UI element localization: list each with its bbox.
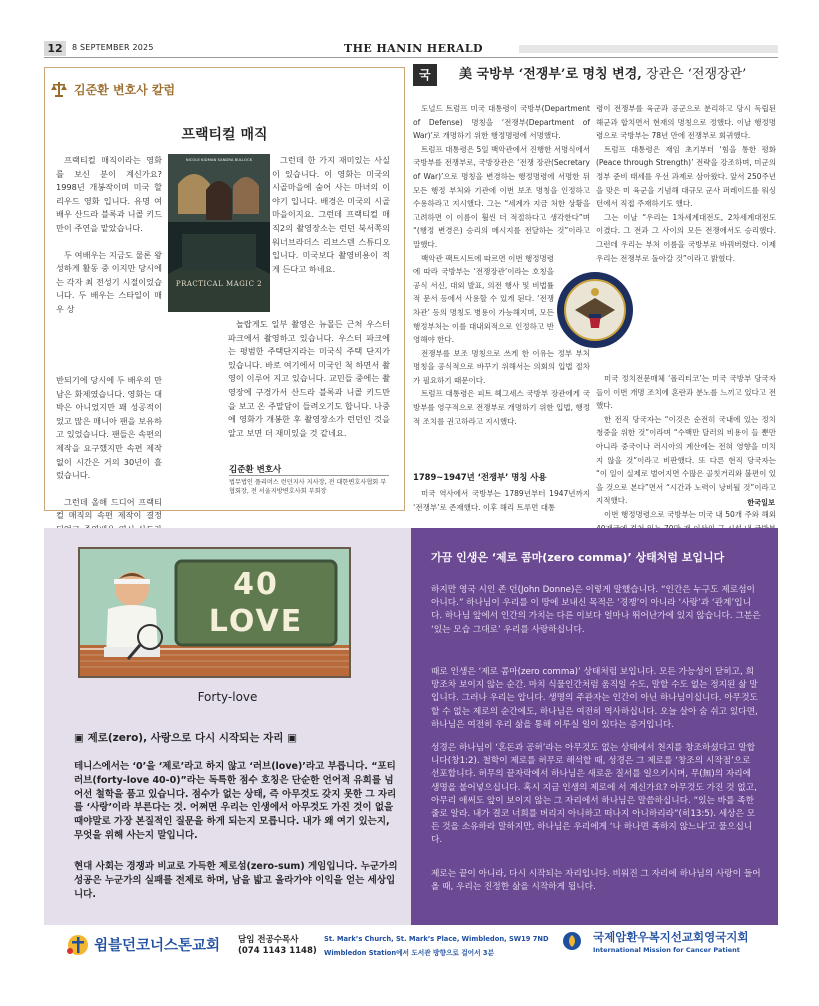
tennis-illustration <box>78 547 351 678</box>
church-address-line-2: Wimbledon Station에서 도서관 방향으로 걸어서 3분 <box>324 949 495 957</box>
news-byline: 한국일보 <box>747 498 775 507</box>
image-caption: Forty-love <box>197 690 258 704</box>
paragraph: 이번 행정명령으로 국방부는 미국 내 50개 주와 해외 <box>604 509 776 519</box>
page-number: 12 <box>44 41 66 56</box>
paragraph: 그런데 한 가지 재미있는 사실이 있습니다. 이 영화는 미국의 시골마을에 숨어 사는 마녀의 이야기 입니다. 배경은 미국의 시골 마을이지요. 그런데 프랙티컬 매직2의 촬영장소는 런던 북서쪽의 워너브라더스 리브스덴 스튜디오 입니다. 미국보다 촬영비용이 적게 든다고 하네요. <box>272 155 390 274</box>
paragraph: 미국 역사에서 국방부는 1789년부터 1947년까지 ‘전쟁부’로 존재했다. 이후 해리 트루먼 대통 <box>413 489 590 512</box>
column-author-label: 김준환 변호사 칼럼 <box>74 83 176 97</box>
paragraph: 령이 전쟁부를 육군과 공군으로 분리하고 당시 독립된 해군과 합치면서 현재의 명칭으로 정했다. 이날 행정명령으로 국방부는 78년 만에 전쟁부로 회귀했다. <box>596 104 776 141</box>
column-title: 프랙티컬 매직 <box>181 127 268 143</box>
devotional-right-paragraph-3: 성경은 하나님이 ‘혼돈과 공허’라는 아무것도 없는 상태에서 천지를 창조하셨다고 말합니다(창1:2). 철학이 제로를 허무로 해석할 때, 성경은 그 제로를 ‘창조의 시작점’으로 선포합니다. 허무의 끝자락에서 하나님은 새로운 질서를 일으키시며, 무(無)의 자리에 생명을 불어넣으십니다. 혹시 지금 인생의 제로에 서 계신가요? 아무것도 가진 것 없고, 아무리 애써도 앞이 보이지 않는 그 자리에서 하나님은 말씀하십니다. “있는 바를 족한 줄로 알라. 내가 결코 너희를 버리지 아니하고 떠나지 아니하리라”(히13:5). 세상은 모든 것을 소유하라 말하지만, 하나님은 우리에게 ‘나 하나면 족하지 않느냐’고 물으십니다. <box>431 743 757 846</box>
church-address-line-1: St. Mark’s Church, St. Mark’s Place, Wimbledon, SW19 7ND <box>324 935 549 943</box>
headline-main: 美 국방부 ‘전쟁부’로 명칭 변경, <box>459 67 642 82</box>
paragraph: 도널드 트럼프 미국 대통령이 국방부(Department of Defense) 명칭을 ‘전쟁부(Department of War)’로 개명하기 위한 행정명령에 서명했다. <box>413 104 590 141</box>
devotional-right-paragraph-1: 하지만 영국 시인 존 던(John Donne)은 이렇게 말했습니다. “인간은 누구도 제로섬이 아니다.” 하나님이 우리를 이 땅에 보내신 목적은 ‘경쟁’이 아니라 ‘사랑’과 ‘관계’입니다. 하나님 앞에서 인간의 가치는 다른 이보다 얼마나 뛰어난가에 있지 않습니다. 그분은 ‘있는 모습 그대로’ 우리를 사랑하십니다. <box>431 585 761 635</box>
paragraph: 백악관 팩트시트에 따르면 이번 행정명령에 따라 국방부는 ‘전쟁장관’이라는 호칭을 공식 서신, 대외 발표, 의전 행사 및 비법률적 문서 등에서 사용할 수 있게 된다. ‘전쟁 차관’ 등의 명칭도 병용이 가능해지며, 모든 행정부처는 이를 대내외적으로 인정하고 반영해야 한다. <box>413 253 554 345</box>
score-line-2: LOVE <box>208 604 304 639</box>
header-bar <box>519 45 778 53</box>
paragraph: 트럼프 대통령은 피트 헤그세스 국방부 장관에게 국방부를 영구적으로 전쟁부로 개명하기 위한 입법, 행정적 조치를 권고하라고 지시했다. <box>413 389 590 426</box>
poster-illustration <box>168 154 270 312</box>
issue-date: 8 SEPTEMBER 2025 <box>72 43 154 52</box>
devotional-right-paragraph-2: 때로 인생은 ‘제로 콤마(zero comma)’ 상태처럼 보입니다. 모든 가능성이 닫히고, 희망조차 보이지 않는 순간. 마치 식물인간처럼 움직일 수도, 말할 수도 없는 정지된 삶 말입니다. 그러나 우리는 압니다. 생명의 주관자는 인간이 아닌 하나님이십니다. 아무것도 할 수 없는 제로의 순간에도, 하나님은 여전히 역사하십니다. 오늘 살아 숨 쉬고 있다면, 하나님은 여전히 우리 삶을 통해 이루실 일이 있다는 증거입니다. <box>431 667 758 730</box>
news-headline <box>459 64 746 86</box>
mission-name-korean: 국제암환우복지선교회영국지회 <box>593 930 749 944</box>
church-name: 윔블던코너스톤교회 <box>94 938 221 954</box>
church-logo-icon <box>66 933 90 957</box>
devotional-left-paragraph-2: 현대 사회는 경쟁과 비교로 가득한 제로섬(zero-sum) 게임입니다. 누군가의 성공은 누군가의 실패를 전제로 하며, 남을 밟고 올라가야 이익을 얻는 세상입니다. <box>74 861 398 900</box>
paragraph: 미국 정치전문매체 ‘폴리티코’는 미국 국방부 당국자들이 이번 개명 조치에 혼란과 분노를 느끼고 있다고 전했다. <box>596 374 776 411</box>
pastor-label: 담임 전공수목사 <box>238 935 299 945</box>
newspaper-name: THE HANIN HERALD <box>344 42 483 55</box>
news-column-a <box>413 102 590 428</box>
headline-rest: 장관은 ‘전쟁장관’ <box>641 67 747 82</box>
news-column-a2 <box>413 487 590 514</box>
mission-name-english: International Mission for Cancer Patient <box>593 946 740 954</box>
news-subheading: 1789~1947년 ‘전쟁부’ 명칭 사용 <box>413 472 547 482</box>
department-of-war-seal-icon <box>555 270 635 350</box>
movie-poster-image <box>168 154 270 312</box>
section-kicker: 국제 <box>413 64 437 86</box>
paragraph: 전쟁부를 보조 명칭으로 쓰게 한 이유는 정부 부처 명칭을 공식적으로 바꾸기 위해서는 의회의 입법 절차가 필요하기 때문이다. <box>413 348 590 385</box>
signature-name: 김준환 변호사 <box>229 465 282 475</box>
score-line-1: 40 <box>233 567 279 602</box>
paragraph: 트럼프 대통령은 재임 초기부터 ‘힘을 통한 평화(Peace through Strength)’ 전략을 강조하며, 미군의 정부 준비 태세를 우선 과제로 삼아왔다. 앞서 250주년을 맞은 미 육군을 기념해 대규모 군사 퍼레이드를 워싱턴에서 직접 주재하기도 했다. <box>596 144 776 209</box>
column-text-a <box>56 154 162 317</box>
paragraph: 트럼프 대통령은 5일 백악관에서 진행한 서명식에서 국방부를 전쟁부로, 국방장관은 ‘전쟁 장관(Secretary of War)’으로 명칭을 변경하는 행정명령에 서명한 뒤 모든 행정 부처와 기관에 이번 보조 명칭을 인정하고 수용하라고 지시했다. 그는 “세계가 지금 처한 상황을 고려하면 이 이름이 훨씬 더 적절하다고 생각한다”며 “(행정 변경은) 승리의 메시지를 전달하는 것”이라고 말했다. <box>413 144 590 249</box>
paragraph: 프랙티컬 매직이라는 영화를 보신 분이 계신가요? 1998년 개봉작이며 미국 할리우드 영화 입니다. 유명 여배우 산드라 블록과 니콜 키드만이 주연을 맡았습니다. <box>56 155 162 233</box>
footer-ad <box>44 926 778 964</box>
paragraph: 반되기에 당시에 두 배우의 만남은 화제였습니다. 영화는 대박은 아니었지만 꽤 성공적이었고 많은 매니아 팬을 보유하고 있었습니다. 팬들은 속편의 제작을 요구했지만 속편 제작 없이 시간은 거의 30년이 흘렀습니다. <box>56 375 162 481</box>
mission-logo-icon <box>562 931 582 951</box>
paragraph: 한 전직 당국자는 “이것은 순전히 국내에 있는 정치 청중을 위한 것”이라며 “수백만 달러의 비용이 들 뿐만 아니라 중국이나 러시아의 계산에는 전혀 영향을 미치지 않을 것”이라고 비판했다. 또 다른 현직 당국자는 “이 일이 실제로 벌어지면 수많은 골칫거리와 불편이 있을 것으로 본다”면서 “시간과 노력이 낭비될 것”이라고 지적했다. <box>596 414 776 506</box>
paragraph: 놀랍게도 일부 촬영은 뉴몰든 근처 우스터파크에서 촬영하고 있습니다. 우스터 파크에는 평범한 주택단지라는 미국식 주택 단지가 있습니다. 바로 여기에서 미국인 척 하면서 촬영이 이루어 지고 있습니다. 교민들 중에는 촬영장에 구경가서 산드라 블록과 니콜 키드만을 보고 온 주말담이 들려오기도 합니다. 나중에 영화가 개봉한 후 촬영장소가 런던인 것을 알고 보면 더 재미있을 것 같네요. <box>228 319 390 438</box>
scales-of-justice-icon <box>50 80 68 98</box>
devotional-right-heading: 가끔 인생은 ‘제로 콤마(zero comma)’ 상태처럼 보입니다 <box>431 551 725 564</box>
devotional-left-paragraph-1: 테니스에서는 ‘0’을 ‘제로’라고 하지 않고 ‘러브(love)’라고 부릅니다. “포티 러브(forty-love 40-0)”라는 독특한 점수 호칭은 단순한 언어적 유희를 넘어선 철학을 품고 있습니다. 점수가 없는 상태, 즉 아무것도 갖지 못한 그 자리를 ‘사랑’이라 부른다는 것. 어쩌면 우리는 인생에서 아무것도 가진 것이 없을 때야말로 가장 본질적인 질문을 하게 되는지 모릅니다. 내가 왜 여기 있는지, 무엇을 위해 사는지 말입니다. <box>74 761 397 841</box>
poster-cast: NICOLE KIDMAN SANDRA BULLOCK <box>185 157 253 162</box>
poster-title: PRACTICAL MAGIC 2 <box>175 280 263 288</box>
signature-divider <box>229 475 389 476</box>
page-header <box>44 41 778 58</box>
column-text-c <box>228 318 390 440</box>
paragraph: 두 여배우는 지금도 물론 왕성하게 활동 중 이지만 당시에는 각자 최 전성기 시절이었습니다. 두 배우는 스타일이 매우 상 <box>56 249 162 314</box>
signature-description: 법무법인 플리머스 런던지사 지사장, 전 대한변호사협회 부협회장, 전 서울지방변호사회 부회장 <box>229 479 387 495</box>
news-column-b <box>596 102 776 265</box>
column-text-b <box>272 154 390 276</box>
paragraph: 그런데 올해 드디어 프랙티컬 매직의 속편 제작이 결정 <box>56 496 162 521</box>
news-column-c <box>596 372 776 549</box>
devotional-right-paragraph-4: 제로는 끝이 아니라, 다시 시작되는 자리입니다. 비워진 그 자리에 하나님의 사랑이 들어올 때, 우리는 진정한 삶을 시작하게 됩니다. <box>431 869 761 893</box>
paragraph: 그는 이날 “우리는 1차세계대전도, 2차세계대전도 이겼다. 그 전과 그 사이의 모든 전쟁에서도 승리했다. 그런데 우리는 부처 이름을 국방부로 바꿔버렸다. 이제 우리는 전쟁부로 돌아갈 것”이라고 밝혔다. <box>596 212 776 263</box>
pastor-phone: (074 1143 1148) <box>238 946 317 956</box>
devotional-left-heading: ▣ 제로(zero), 사랑으로 다시 시작되는 자리 ▣ <box>74 732 297 744</box>
